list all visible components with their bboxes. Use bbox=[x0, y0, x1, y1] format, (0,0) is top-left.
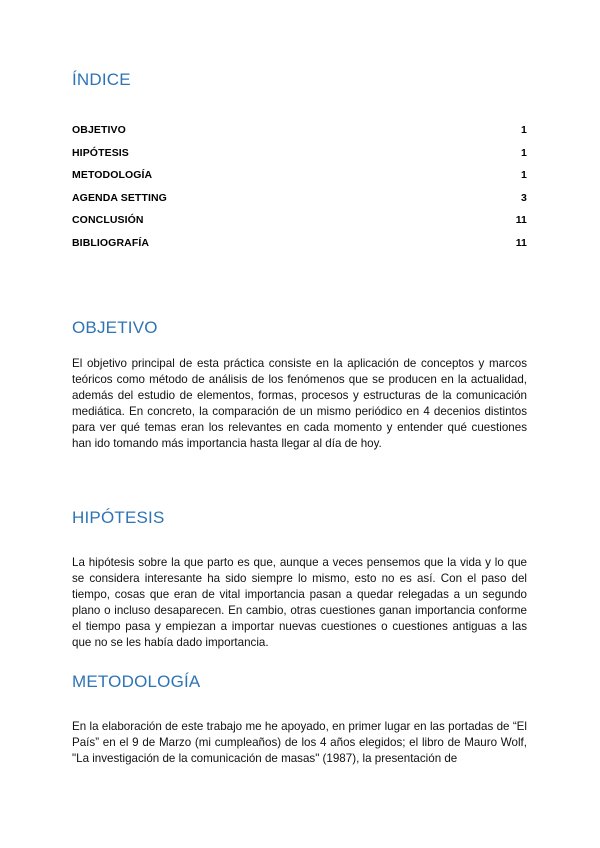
toc-entry-page: 11 bbox=[515, 236, 527, 249]
objetivo-paragraph: El objetivo principal de esta práctica consiste en la aplicación de conceptos y marcos teóricos como método de análisis de los fenómenos que se producen en la actualidad, además del estudio de elementos, formas, procesos y estructuras de la comunicación mediática. En concreto, la comparación de un mismo periódico en 4 decenios distintos para ver qué temas eran los relevantes en cada momento y entender qué cuestiones han ido tomando más importancia hasta llegar al día de hoy. bbox=[72, 357, 527, 450]
toc-entry-page: 3 bbox=[521, 191, 527, 204]
toc-entry-page: 1 bbox=[521, 146, 527, 159]
toc-entry[interactable] bbox=[72, 147, 527, 170]
toc-entry-label: OBJETIVO bbox=[72, 124, 126, 136]
objetivo-heading: OBJETIVO bbox=[72, 318, 158, 337]
toc-entry[interactable] bbox=[72, 214, 527, 237]
toc-entry-label: CONCLUSIÓN bbox=[72, 214, 144, 226]
toc-entry-label: METODOLOGÍA bbox=[72, 169, 153, 181]
toc-entry-page: 1 bbox=[521, 124, 527, 136]
index-heading: ÍNDICE bbox=[72, 70, 131, 89]
toc-entry-label: BIBLIOGRAFÍA bbox=[72, 236, 150, 249]
toc-entry[interactable] bbox=[72, 237, 527, 260]
toc-entry-page: 1 bbox=[521, 169, 527, 181]
hipotesis-paragraph: La hipótesis sobre la que parto es que, aunque a veces pensemos que la vida y lo que se considera interesante ha sido siempre lo mismo, esto no es así. Con el paso del tiempo, cosas que eran de vital importancia pasan a quedar relegadas a un segundo plano o incluso desaparecen. En cambio, otras cuestiones ganan importancia conforme el tiempo pasa y empiezan a importar nuevas cuestiones o cuestiones antiguas a las que no se les había dado importancia. bbox=[72, 556, 527, 649]
metodologia-heading: METODOLOGÍA bbox=[72, 672, 201, 691]
toc-entry[interactable] bbox=[72, 124, 527, 147]
metodologia-paragraph: En la elaboración de este trabajo me he apoyado, en primer lugar en las portadas de “El País” en el 9 de Marzo (mi cumpleaños) de los 4 años elegidos; el libro de Mauro Wolf, "La investigación de la comunicación de masas" (1987), la presentación de bbox=[72, 720, 527, 765]
toc-entry-label: HIPÓTESIS bbox=[72, 146, 129, 159]
toc-entry[interactable] bbox=[72, 169, 527, 192]
toc-entry-label: AGENDA SETTING bbox=[72, 191, 167, 204]
table-of-contents bbox=[72, 124, 527, 259]
toc-entry-page: 11 bbox=[515, 214, 527, 226]
hipotesis-heading: HIPÓTESIS bbox=[72, 508, 165, 527]
toc-entry[interactable] bbox=[72, 192, 527, 215]
